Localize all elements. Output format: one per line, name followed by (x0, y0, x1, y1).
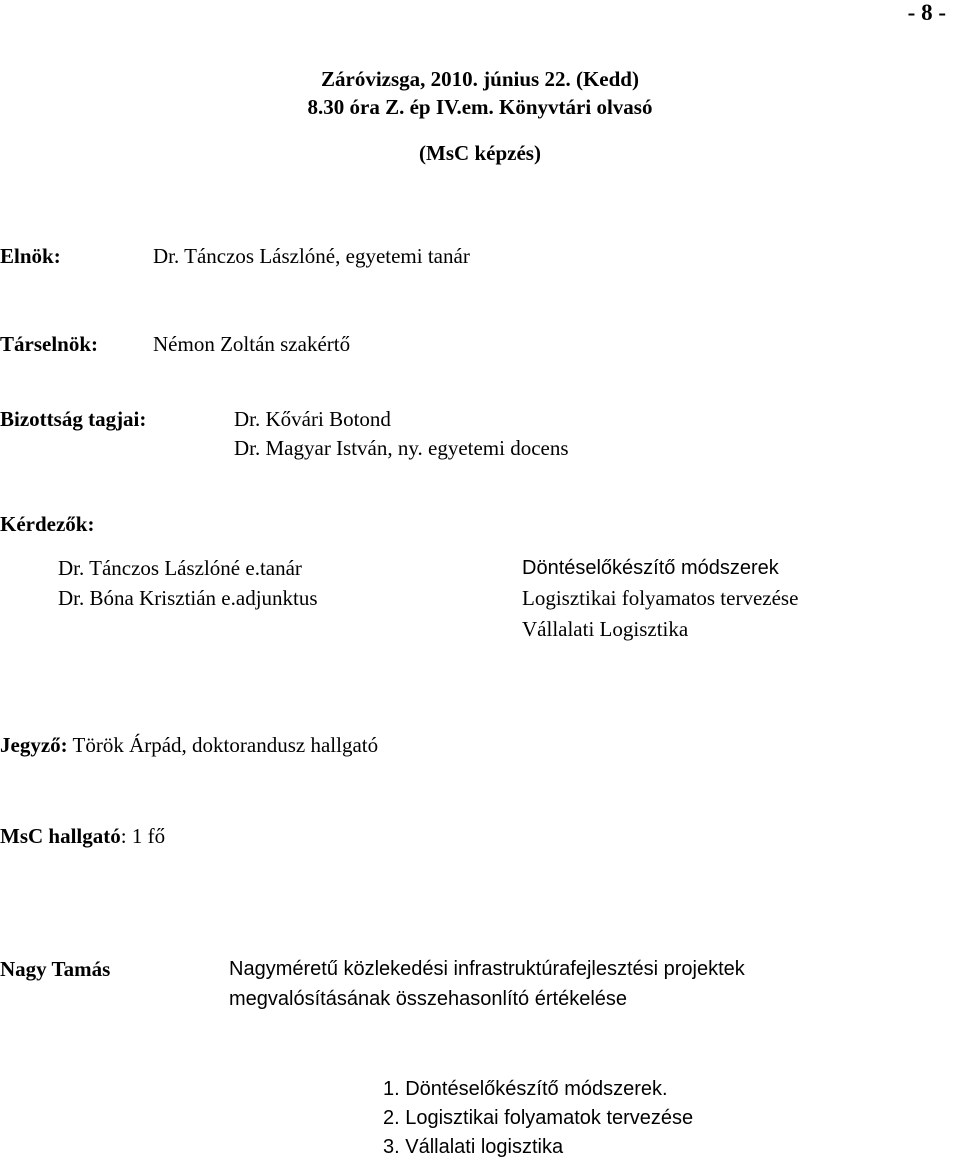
members-label: Bizottság tagjai: (0, 407, 147, 431)
secretary-label: Jegyző: (0, 733, 68, 757)
secretary-value: Török Árpád, doktorandusz hallgató (67, 733, 379, 757)
exam-title: Záróvizsga, 2010. június 22. (Kedd) (321, 67, 639, 91)
page-number: - 8 - (907, 0, 946, 25)
topic-1: 1. Döntéselőkészítő módszerek. (383, 1078, 668, 1100)
exam-location: 8.30 óra Z. ép IV.em. Könyvtári olvasó (307, 95, 653, 119)
thesis-title-line-2: megvalósításának összehasonlító értékelése (229, 988, 628, 1010)
examiners-label: Kérdezők: (0, 512, 95, 536)
student-name: Nagy Tamás (0, 957, 111, 981)
students-colon: : (120, 824, 127, 848)
chair-label: Elnök: (0, 244, 61, 268)
examiner-subject-3: Vállalati Logisztika (522, 617, 689, 641)
thesis-title-line-1: Nagyméretű közlekedési infrastruktúrafejlesztési projektek (229, 958, 745, 980)
cochair-value: Némon Zoltán szakértő (153, 332, 351, 356)
topic-3: 3. Vállalati logisztika (383, 1136, 564, 1158)
cochair-label: Társelnök: (0, 332, 99, 356)
students-label: MsC hallgató (0, 824, 121, 848)
examiner-subject-2: Logisztikai folyamatos tervezése (522, 586, 799, 610)
examiner-name-2: Dr. Bóna Krisztián e.adjunktus (58, 586, 318, 610)
examiner-subject-1: Döntéselőkészítő módszerek (522, 557, 779, 579)
chair-value: Dr. Tánczos Lászlóné, egyetemi tanár (153, 244, 470, 268)
program-name: (MsC képzés) (419, 141, 541, 165)
member-1: Dr. Kővári Botond (234, 407, 391, 431)
students-value: 1 fő (126, 824, 166, 848)
topic-2: 2. Logisztikai folyamatok tervezése (383, 1107, 694, 1129)
examiner-name-1: Dr. Tánczos Lászlóné e.tanár (58, 556, 302, 580)
students-line (0, 825, 165, 848)
member-2: Dr. Magyar István, ny. egyetemi docens (234, 436, 569, 460)
secretary-line (0, 734, 378, 757)
